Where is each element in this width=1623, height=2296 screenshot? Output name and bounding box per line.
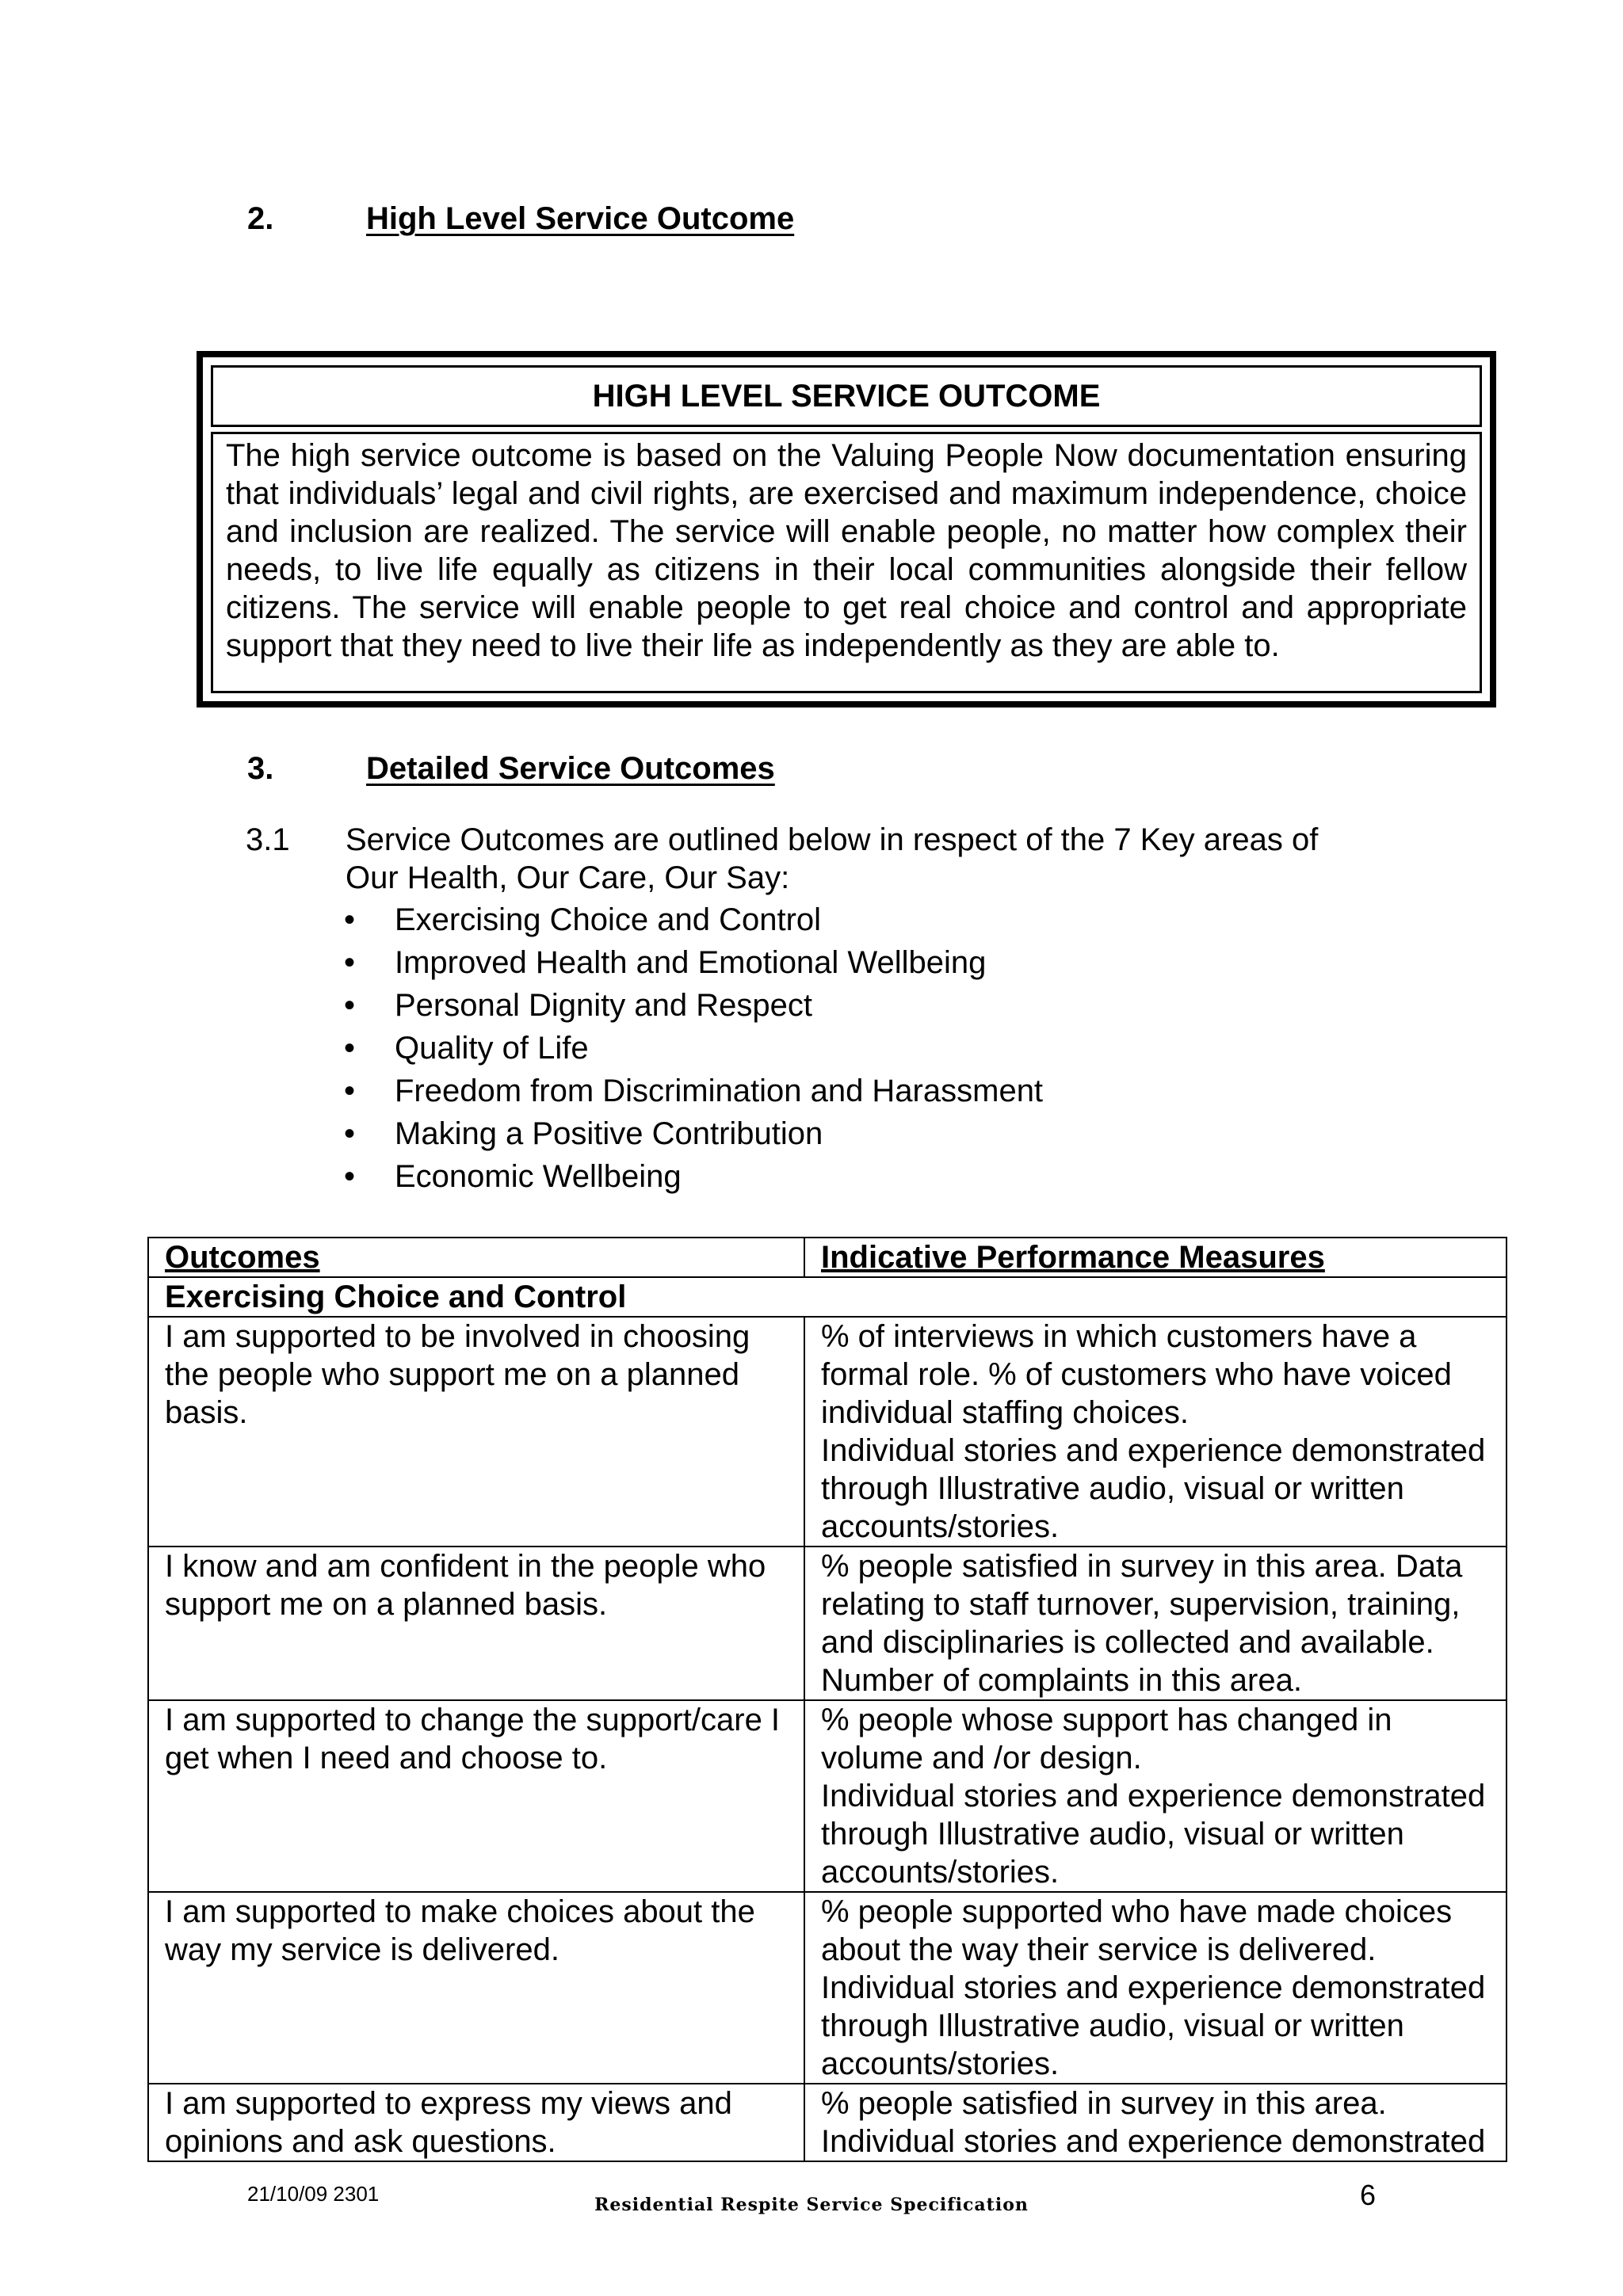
measure-text: % people supported who have made choices about the way their service is delivered. <box>821 1894 1453 1967</box>
footer-title: Residential Respite Service Specification <box>594 2195 1029 2215</box>
intro-line-1: Service Outcomes are outlined below in respect of the 7 Key areas of <box>346 822 1319 857</box>
measures-cell <box>804 1547 1507 1700</box>
measures-cell <box>804 1892 1507 2084</box>
measure-text: % people satisfied in survey in this area. Data relating to staff turnover, supervision, training, and disciplinaries is collected and available. <box>821 1549 1463 1660</box>
outcome-cell: I am supported to be involved in choosing the people who support me on a planned basis. <box>148 1317 804 1547</box>
page-number: 6 <box>1360 2179 1377 2211</box>
section-2-heading <box>247 201 794 237</box>
list-item: • Personal Dignity and Respect <box>341 984 1043 1027</box>
footer-date: 21/10/09 2301 <box>247 2182 380 2206</box>
outcome-box-body: The high service outcome is based on the Valuing People Now documentation ensuring that individuals’ legal and civil rights, are exercised and maximum independence, choice and inclusion are realized. The service will enable people, no matter how complex their needs, to live life equally as citizens in their local communities alongside their fellow citizens. The service will enable people to get real choice and control and appropriate support that they need to live their life as independently as they are able to. <box>211 432 1482 693</box>
outcome-cell: I am supported to make choices about the way my service is delivered. <box>148 1892 804 2084</box>
measure-text: % of interviews in which customers have a formal role. % of customers who have voiced individual staffing choices. <box>821 1319 1452 1430</box>
outcome-cell: I am supported to change the support/care I get when I need and choose to. <box>148 1700 804 1892</box>
list-item: • Freedom from Discrimination and Harassment <box>341 1070 1043 1112</box>
outcome-cell: I am supported to express my views and opinions and ask questions. <box>148 2084 804 2161</box>
intro-line-2: Our Health, Our Care, Our Say: <box>346 860 790 895</box>
outcome-cell: I know and am confident in the people who support me on a planned basis. <box>148 1547 804 1700</box>
outcomes-table <box>147 1237 1507 2162</box>
measure-text: Number of complaints in this area. <box>821 1663 1302 1698</box>
table-row <box>148 2084 1507 2161</box>
measure-text: Individual stories and experience demonstrated through Illustrative audio, visual or written accounts/stories. <box>821 1970 1486 2081</box>
table-row <box>148 1547 1507 1700</box>
list-item: • Improved Health and Emotional Wellbeing <box>341 941 1043 984</box>
section-2-title: High Level Service Outcome <box>366 201 795 236</box>
section-3-heading <box>247 751 775 787</box>
section-3-title: Detailed Service Outcomes <box>366 751 775 786</box>
measure-text: % people satisfied in survey in this area. <box>821 2086 1387 2121</box>
measures-cell <box>804 1317 1507 1547</box>
section-3-number: 3. <box>247 751 274 786</box>
measures-cell <box>804 1700 1507 1892</box>
table-row <box>148 1892 1507 2084</box>
table-row <box>148 1317 1507 1547</box>
list-item: • Exercising Choice and Control <box>341 898 1043 941</box>
outcome-box-title: HIGH LEVEL SERVICE OUTCOME <box>211 365 1482 427</box>
table-row <box>148 1700 1507 1892</box>
section-label: Exercising Choice and Control <box>148 1277 1507 1317</box>
list-item: • Quality of Life <box>341 1027 1043 1070</box>
measures-cell <box>804 2084 1507 2161</box>
key-areas-list <box>341 898 1043 1198</box>
list-item: • Making a Positive Contribution <box>341 1112 1043 1155</box>
high-level-outcome-box <box>197 351 1496 707</box>
header-outcomes: Outcomes <box>148 1238 804 1277</box>
table-header-row <box>148 1238 1507 1277</box>
measure-text: Individual stories and experience demonstrated <box>821 2124 1486 2159</box>
intro-number: 3.1 <box>246 822 290 857</box>
table-section-row <box>148 1277 1507 1317</box>
header-measures: Indicative Performance Measures <box>804 1238 1507 1277</box>
section-2-number: 2. <box>247 201 274 236</box>
measure-text: Individual stories and experience demonstrated through Illustrative audio, visual or written accounts/stories. <box>821 1433 1486 1544</box>
measure-text: % people whose support has changed in volume and /or design. <box>821 1703 1392 1775</box>
list-item: • Economic Wellbeing <box>341 1155 1043 1198</box>
measure-text: Individual stories and experience demonstrated through Illustrative audio, visual or written accounts/stories. <box>821 1779 1486 1890</box>
